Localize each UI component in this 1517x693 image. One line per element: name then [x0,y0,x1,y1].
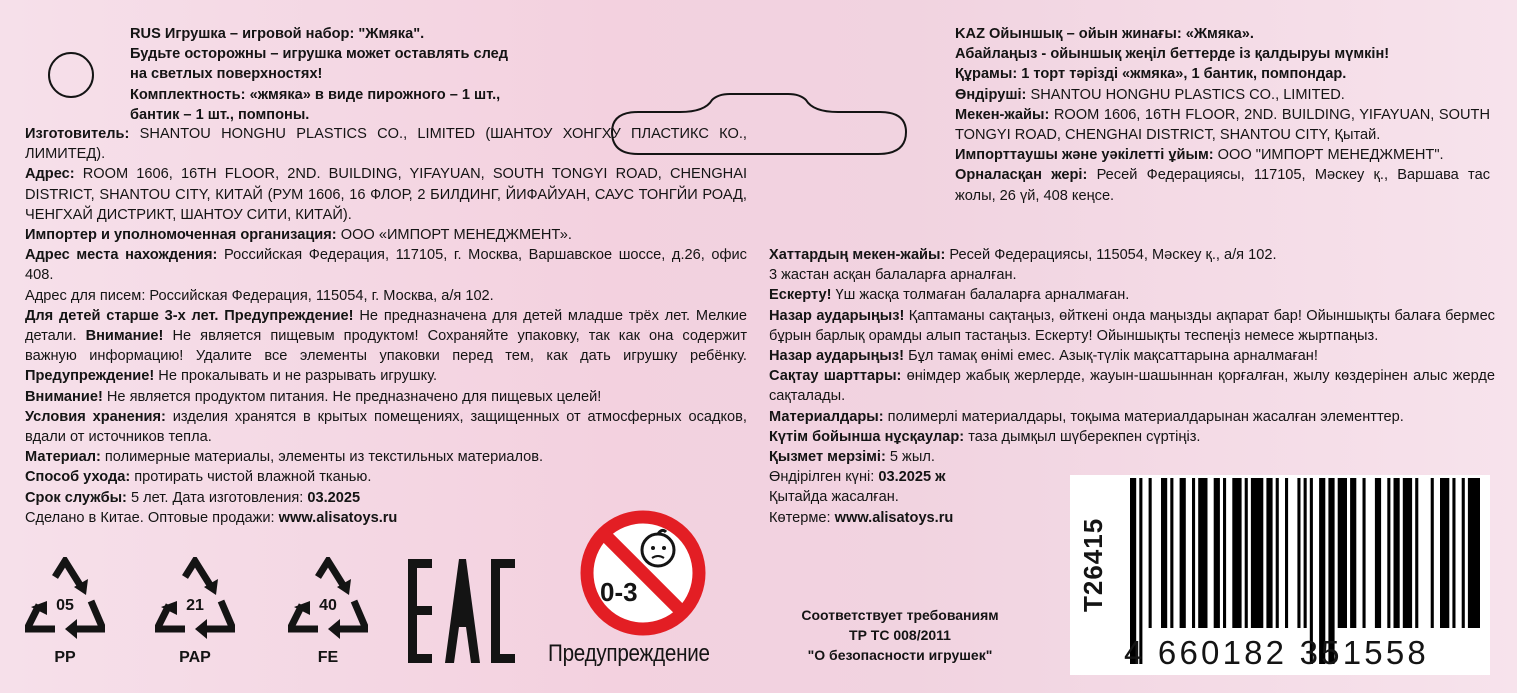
kaz-body-paragraph: Сақтау шарттары: өнімдер жабық жерлерде, жауын-шашыннан қорғалған, жылу көздерінен алыс жерде сақталады. [769,368,1495,405]
hang-hole-outline [608,92,910,156]
barcode-bar [1251,478,1263,628]
rus-head-paragraph: RUS Игрушка – игровой набор: "Жмяка". [130,26,425,42]
warning-label: Предупреждение [548,640,710,667]
barcode-bar [1192,478,1195,628]
kaz-top-paragraph: Өндіруші: SHANTOU HONGHU PLASTICS CO., LIMITED. [955,86,1345,103]
barcode-bar [1338,478,1347,628]
rus-body-paragraph: Изготовитель: SHANTOU HONGHU PLASTICS CO., LIMITED (ШАНТОУ ХОНГХУ ПЛАСТИКС КО., ЛИМИТЕД). [25,126,747,163]
barcode-bar [1415,478,1418,628]
kaz-top-paragraph: Орналасқан жері: Ресей Федерациясы, 117105, Мәскеу қ., Варшава тас жолы, 26 үй, 408 кеңсе. [955,167,1490,204]
barcode-bar [1285,478,1288,628]
rus-header-block [130,24,570,125]
kaz-body-paragraph: Көтерме: www.alisatoys.ru [769,509,954,526]
kaz-body-paragraph: Ескерту! Үш жасқа толмаған балаларға арналмаған. [769,287,1130,304]
sku-code: T26415 [1078,517,1108,612]
kaz-body-paragraph: Күтім бойынша нұсқаулар: таза дымқыл шүберекпен сүртіңіз. [769,428,1201,445]
barcode-bar [1452,478,1455,628]
barcode-bar [1431,478,1434,628]
barcode-bar [1304,478,1307,628]
barcode-bar [1394,478,1400,628]
circle-mark [48,52,94,98]
recycle-material-label: FE [317,649,339,666]
barcode-bar [1161,478,1167,628]
barcode-bar [1350,478,1356,628]
barcode-bar [1245,478,1248,628]
rus-body-paragraph: Внимание! Не является продуктом питания. Не предназначено для пищевых целей! [25,388,602,405]
barcode-bar [1375,478,1381,628]
kaz-body-paragraph: Назар аударыңыз! Қаптаманы сақтаңыз, өйткені онда маңызды ақпарат бар! Ойыншықты балаға бермес бұрын барлық орамды алып тастаңыз. Ескерту! Ойыншықты теспеңіз немесе жыртпаңыз. [769,307,1495,344]
kaz-body-paragraph: Назар аударыңыз! Бұл тамақ өнімі емес. Азық-түлік мақсаттарына арналмаған! [769,348,1318,365]
rus-body-paragraph: Материал: полимерные материалы, элементы из текстильных материалов. [25,449,544,466]
rus-body-paragraph: Сделано в Китае. Оптовые продажи: www.alisatoys.ru [25,509,398,526]
barcode-bar [1440,478,1449,628]
barcode-bar [1276,478,1279,628]
rus-head-paragraph: Будьте осторожны – игрушка может оставлять след [130,46,509,63]
kaz-top-paragraph: Абайлаңыз - ойыншық жеңіл беттерде із қалдыруы мүмкін! [955,46,1390,63]
kaz-body-paragraph: Қызмет мерзімі: 5 жыл. [769,449,935,466]
recycle-pap-icon: 21 PAP [155,557,235,669]
barcode-bar [1198,478,1207,628]
kaz-top-paragraph: Импорттаушы және уәкілетті ұйым: ООО "ИМПОРТ МЕНЕДЖМЕНТ". [955,147,1444,164]
barcode-bar [1297,478,1300,628]
barcode-bar [1387,478,1390,628]
rus-body-paragraph: Адрес для писем: Российская Федерация, 115054, г. Москва, а/я 102. [25,287,494,304]
kaz-top-paragraph: Құрамы: 1 торт тәрізді «жмяка», 1 бантик, помпондар. [955,66,1347,83]
recycle-material-label: PP [54,649,76,666]
kaz-top-paragraph: KAZ Ойыншық – ойын жинағы: «Жмяка». [955,26,1254,42]
barcode-bar [1149,478,1152,628]
recycle-fe-icon: 40 FE [288,557,368,669]
kaz-body-paragraph: Хаттардың мекен-жайы: Ресей Федерациясы, 115054, Мәскеу қ., а/я 102. [769,247,1277,263]
rus-head-paragraph: Комплектность: «жмяка» в виде пирожного – 1 шт., [130,86,501,103]
barcode-digits: 4 660182 351558 [1124,634,1429,671]
rus-body-paragraph: Адрес места нахождения: Российская Федерация, 117105, г. Москва, Варшавское шоссе, д.26, офис 408. [25,247,747,284]
age-range-text: 0-3 [600,577,638,607]
barcode-bar [1232,478,1241,628]
barcode-bar [1214,478,1220,628]
rus-head-paragraph: на светлых поверхностях! [130,66,323,83]
barcode-bar [1180,478,1186,628]
conformity-text: Соответствует требованиям ТР ТС 008/2011 "О безопасности игрушек" [801,607,999,663]
kaz-body-paragraph: 3 жастан асқан балаларға арналған. [769,267,1017,284]
barcode-bar [1223,478,1226,628]
age-warning-icon [578,508,708,638]
rus-body-paragraph: Способ ухода: протирать чистой влажной тканью. [25,469,372,486]
recycle-pp-icon: 05 PP [25,557,105,669]
rus-body-paragraph: Адрес: ROOM 1606, 16TH FLOOR, 2ND. BUILDING, YIFAYUAN, SOUTH TONGYI ROAD, CHENGHAI DISTRICT, SHANTOU CITY, КИТАЙ (РУМ 1606, 16 ФЛОР, 2 БИЛДИНГ, ЙИФАЙУАН, САУС ТОНГЙИ РОАД, ЧЕНГХАЙ ДИСТРИКТ, ШАНТОУ СИТИ, КИТАЙ). [25,166,748,223]
kaz-body-paragraph: Қытайда жасалған. [769,489,899,506]
barcode-bar [1468,478,1480,628]
barcode-bar [1363,478,1366,628]
rus-head-paragraph: бантик – 1 шт., помпоны. [130,106,310,123]
recycle-material-label: PAP [179,649,211,666]
rus-body-paragraph: Для детей старше 3-х лет. Предупреждение! Не предназначена для детей младше трёх лет. Мелкие детали. Внимание! Не является пищевым продуктом! Сохраняйте упаковку, так как она содержит важную информацию! Удалите все элементы упаковки перед тем, как дать игрушку ребёнку. Предупреждение! Не прокалывать и не разрывать игрушку. [25,307,747,385]
kaz-header-block [955,24,1490,206]
barcode-bar [1403,478,1412,628]
kaz-body-paragraph: Өндірілген күні: 03.2025 ж [769,469,946,486]
barcode-bar [1462,478,1465,628]
rus-info-block [25,124,747,528]
rus-body-paragraph: Импортер и уполномоченная организация: ООО «ИМПОРТ МЕНЕДЖМЕНТ». [25,227,572,244]
rus-body-paragraph: Условия хранения: изделия хранятся в крытых помещениях, защищенных от атмосферных осадков, вдали от источников тепла. [25,408,747,446]
barcode-bar [1266,478,1272,628]
rus-body-paragraph: Срок службы: 5 лет. Дата изготовления: 03.2025 [25,489,361,506]
eac-mark-icon [406,557,516,665]
kaz-body-paragraph: Материалдары: полимерлі материалдары, тоқыма материалдарынан жасалған элементтер. [769,408,1404,425]
kaz-top-paragraph: Мекен-жайы: ROOM 1606, 16TH FLOOR, 2ND. BUILDING, YIFAYUAN, SOUTH TONGYI ROAD, CHENGHAI DISTRICT, SHANTOU CITY, Қытай. [955,106,1490,144]
barcode-bar [1170,478,1173,628]
